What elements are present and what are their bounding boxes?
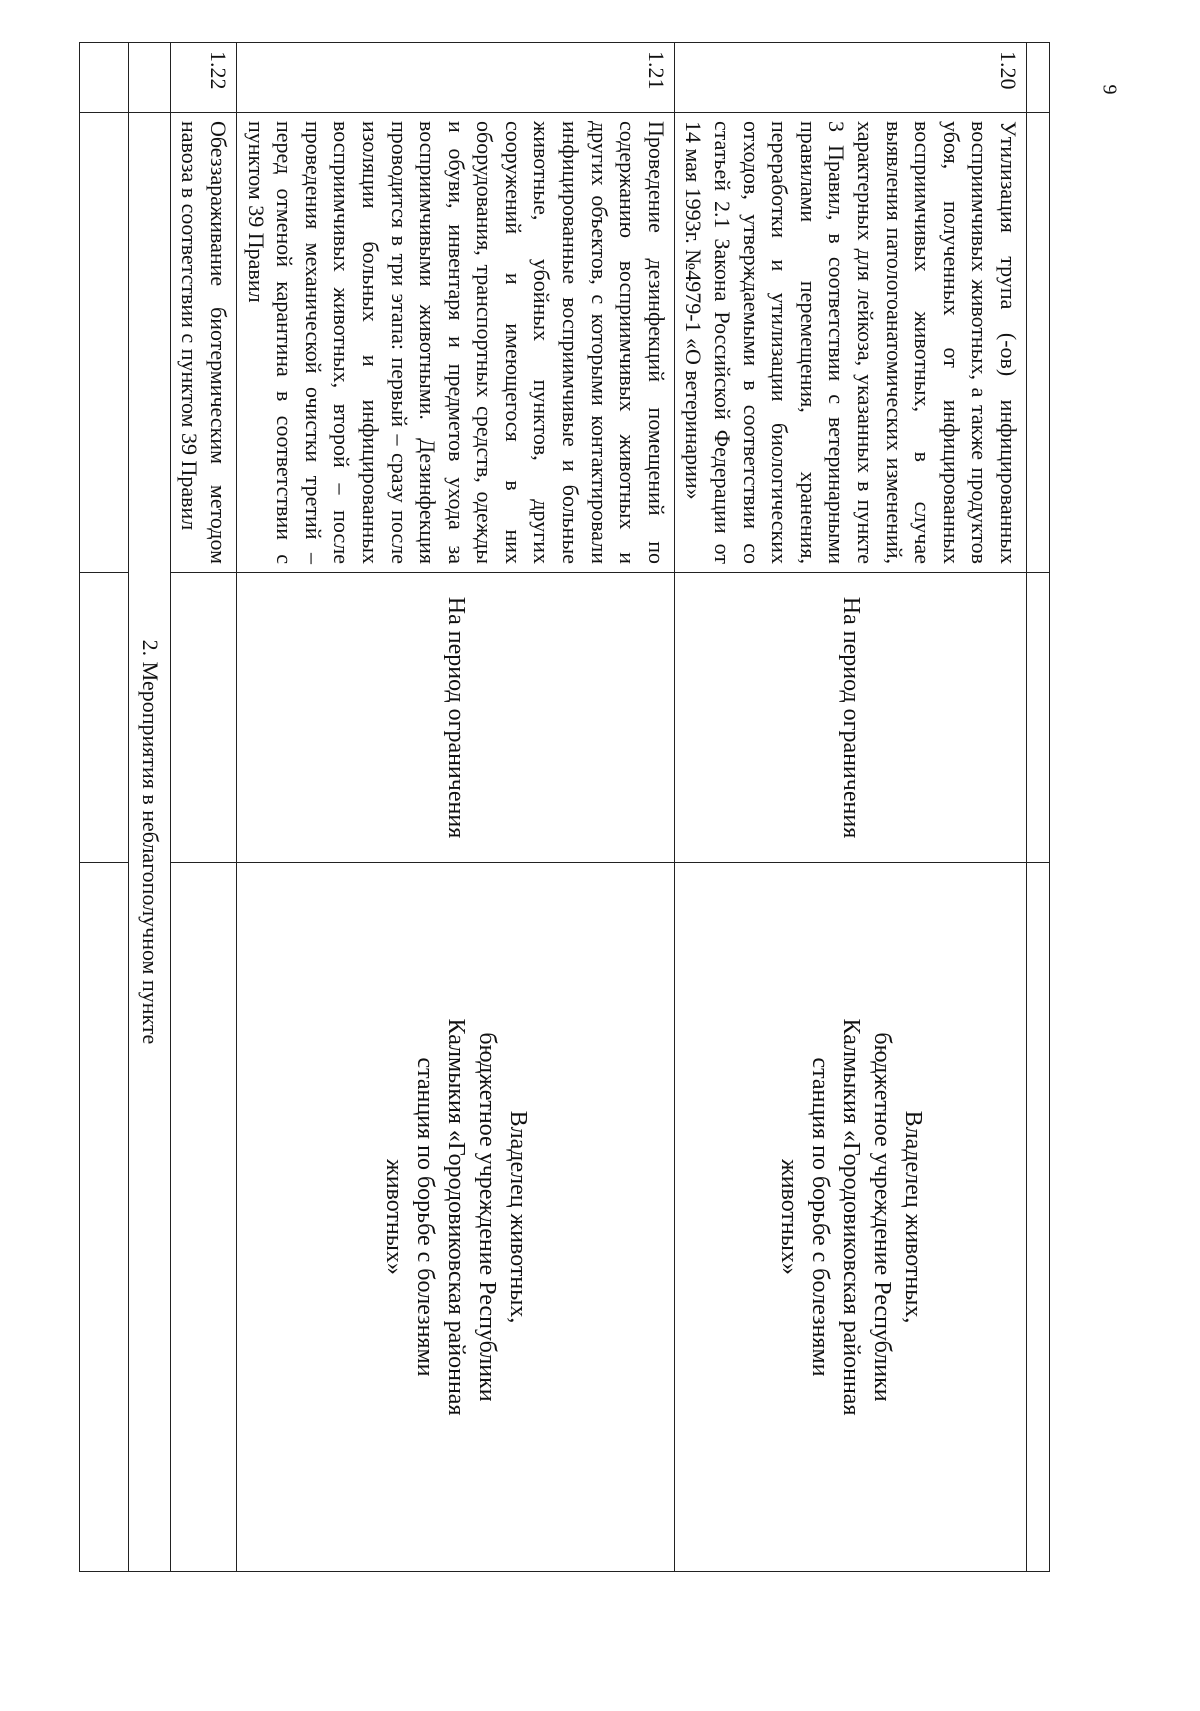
responsible-line: Калмыкия «Городовиковская районная — [443, 1018, 470, 1416]
cell-empty — [1027, 573, 1050, 863]
responsible-line: станция по борьбе с болезнями — [806, 1057, 833, 1377]
cell-empty — [80, 113, 129, 573]
measures-table — [79, 42, 1050, 1572]
term-cell: На период ограничения — [236, 573, 674, 863]
responsible-line: животных» — [380, 1159, 407, 1275]
row-number: 1.20 — [674, 43, 1026, 113]
responsible-line: бюджетное учреждение Республики — [869, 1032, 896, 1402]
measure-text-content: Утилизация трупа (-ов) инфицированных восприимчивых животных, а также продуктов убоя, полученных от инфицированных восприимчивых животных, в случае выявления патологоанатомических изменений, характерных для лейкоза, указанных в пункте 3 Правил, в соответствии с ветеринарными правилами перемещения, хранения, переработки и утилизации биологических отходов, утверждаемыми в соответствии со статьей 2.1 Закона Российской Федерации от 14 мая 1993г. №4979-1 «О ветеринарии» — [681, 121, 1021, 564]
responsible-line: бюджетное учреждение Республики — [474, 1032, 501, 1402]
responsible-cell — [674, 863, 1026, 1572]
section-header-row — [129, 43, 171, 1572]
table-row-continued-header — [1027, 43, 1050, 1572]
rotated-page — [120, 42, 1050, 1572]
cell-empty — [1027, 113, 1050, 573]
responsible-line: Владелец животных, — [505, 1110, 532, 1324]
table-row — [236, 43, 674, 1572]
cell-empty — [80, 43, 129, 113]
responsible-line: животных» — [775, 1159, 802, 1275]
cell-empty — [1027, 863, 1050, 1572]
term-cell: На период ограничения — [674, 573, 1026, 863]
responsible-line: станция по борьбе с болезнями — [411, 1057, 438, 1377]
measure-text-content: Обеззараживание биотермическим методом навоза в соответствии с пунктом 39 Правил — [177, 121, 231, 564]
responsible-line: Владелец животных, — [900, 1110, 927, 1324]
cell-empty — [129, 43, 171, 113]
cell-empty — [80, 863, 129, 1572]
cell-empty — [80, 573, 129, 863]
responsible-cell — [236, 863, 674, 1572]
page-number: 9 — [1098, 84, 1121, 95]
measure-text — [170, 113, 236, 573]
row-number: 1.22 — [170, 43, 236, 113]
table-row — [170, 43, 236, 1572]
measure-text-content: Проведение дезинфекций помещений по содержанию восприимчивых животных и других объектов, с которыми контактировали инфицированные восприимчивые и больные животные, убойных пунктов, других сооружений и имеющегося в них оборудования, транспортных средств, одежды и обуви, инвентаря и предметов ухода за восприимчивыми животными. Дезинфекция проводится в три этапа: первый – сразу после изоляции больных и инфицированных восприимчивых животных, второй – после проведения механической очистки третий – перед отменой карантина в соответствии с пунктом 39 Правил — [243, 121, 669, 564]
measure-text — [674, 113, 1026, 573]
cell-empty — [1027, 43, 1050, 113]
table-row — [674, 43, 1026, 1572]
term-cell — [170, 573, 236, 863]
measure-text — [236, 113, 674, 573]
responsible-cell — [170, 863, 236, 1572]
section-title: 2. Мероприятия в неблагополучном пункте — [129, 113, 171, 1572]
row-number: 1.21 — [236, 43, 674, 113]
table-row-empty — [80, 43, 129, 1572]
responsible-line: Калмыкия «Городовиковская районная — [838, 1018, 865, 1416]
